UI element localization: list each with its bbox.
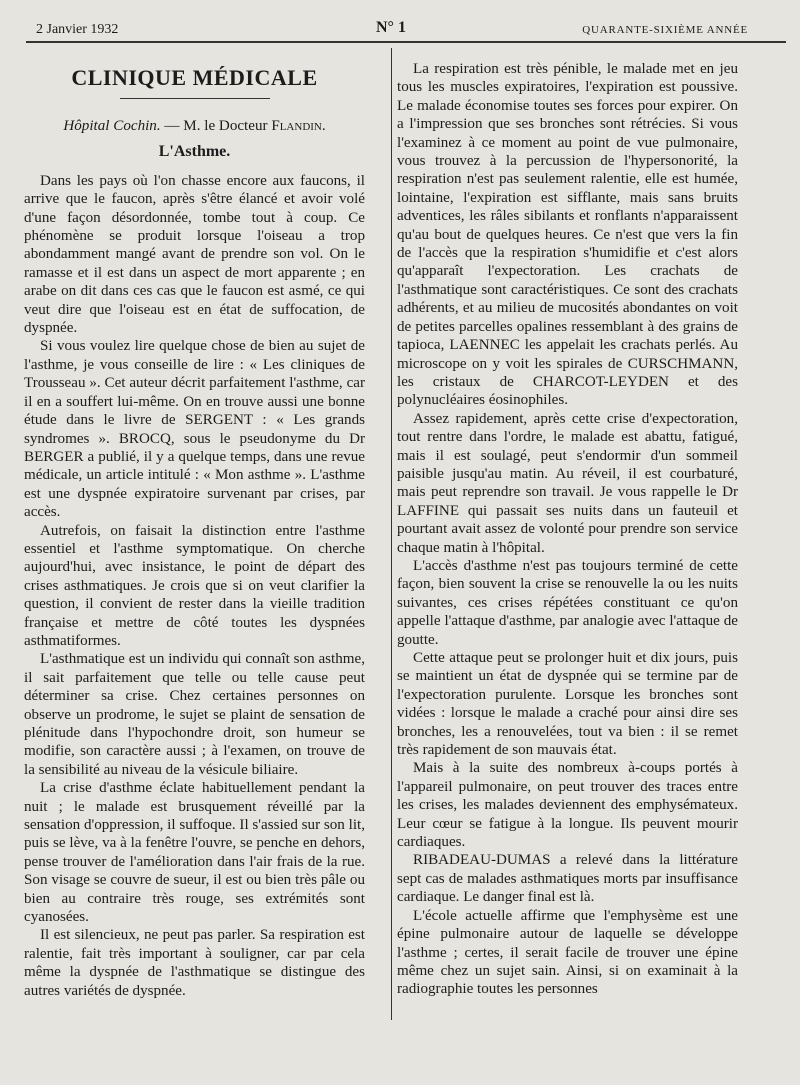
paragraph: Mais à la suite des nombreux à-coups portés à l'appareil pulmonaire, on peut trouver des traces entre les crises, les malades deviennent des emphysémateux. Leur cœur se fatigue à la longue. Ils peuvent mourir cardiaques. [397, 760, 738, 851]
paragraph: La respiration est très pénible, le malade met en jeu tous les muscles expiratoires, l'expiration est poussive. Le malade économise toutes ses forces pour expirer. On a l'impression que ses bronches sont rétrécies. Si vous l'examinez à ce moment au point de vue pulmonaire, vous trouvez à la percussion de l'hypersonorité, la respiration n'est pas seulement ralentie, elle est humée, lointaine, l'expiration est sifflante, mais sans bruits adventices, les râles sibilants et ronflants n'apparaissent qu'au bout de quelques heures. Ce n'est que vers la fin de l'accès que la respiration s'humidifie et c'est alors qu'apparaît l'expectoration. Les crachats de l'asthmatique sont caractéristiques. Ce sont des crachats adhérents, et au milieu de mucosités abondantes on voit de petites parcelles opalines ressemblant à des grains de tapioca, LAENNEC les appelait les crachats perlés. Au microscope on y voit les spirales de CURSCHMANN, les cristaux de CHARCOT-LEYDEN et des polynucléaires éosinophiles. [397, 61, 738, 409]
page-header [0, 14, 800, 44]
publication-year: QUARANTE-SIXIÈME ANNÉE [582, 24, 748, 36]
right-column [397, 60, 738, 999]
byline-text: — M. le Docteur [160, 118, 272, 134]
byline-hospital: Hôpital Cochin. [63, 118, 161, 134]
paragraph: Dans les pays où l'on chasse encore aux faucons, il arrive que le faucon, après s'être élancé et avoir volé d'une façon désordonnée, tombe tout à coup. Ce phénomène se produit lorsque l'oiseau a trop abondamment mangé avant de prendre son vol. On le ramasse et il est dans un aspect de mort apparente ; en arabe on dit dans ces cas que le faucon est asmé, ce qui veut dire que l'oiseau est en état de suffocation, de dyspnée. [24, 172, 365, 337]
issue-number: N° 1 [376, 19, 406, 36]
paragraph: RIBADEAU-DUMAS a relevé dans la littérature sept cas de malades asthmatiques morts par insuffisance cardiaque. Le danger final est là. [397, 852, 738, 906]
column-divider [391, 48, 392, 1020]
paragraph: La crise d'asthme éclate habituellement pendant la nuit ; le malade est brusquement réveillé par la sensation d'oppression, il suffoque. Il s'assied sur son lit, puis se lève, va à la fenêtre l'ouvre, se penche en dehors, pense trouver de l'amélioration dans l'air frais de la rue. Son visage se couvre de sueur, il est ou bien très pâle ou bien au contraire très rouge, ses extrémités sont cyanosées. [24, 780, 365, 926]
article-byline [24, 117, 365, 135]
paragraph: Assez rapidement, après cette crise d'expectoration, tout rentre dans l'ordre, le malade est abattu, fatigué, mais il est soulagé, peut s'endormir d'un sommeil paisible jusqu'au matin. Au réveil, il est courbaturé, mais peut reprendre son travail. Je vous rappelle le Dr LAFFINE qui passait ses nuits dans un fauteuil et pourtant avait assez de volonté pour prendre son service chaque matin à l'hôpital. [397, 410, 738, 556]
article-subtitle: L'Asthme. [158, 143, 231, 161]
issue-date: 2 Janvier 1932 [36, 22, 119, 37]
title-rule [120, 98, 270, 99]
paragraph: L'asthmatique est un individu qui connaît son asthme, il sait parfaitement que telle ou telle cause peut déterminer sa crise. Chez certaines personnes on observe un prodrome, le sujet se plaint de sensation de plénitude dans l'hypochondre droit, son humeur se modifie, son caractère aussi ; à l'examen, on trouve de la sensibilité au niveau de la vésicule biliaire. [24, 651, 365, 778]
paragraph: Autrefois, on faisait la distinction entre l'asthme essentiel et l'asthme symptomatique. On cherche aujourd'hui, avec insistance, le point de départ des crises asthmatiques. Je crois que si on veut clarifier la question, il convient de rester dans la vieille tradition française et mettre de côté toutes les dyspnées asthmatiformes. [24, 522, 365, 649]
header-rule [26, 41, 786, 43]
byline-doctor: Flandin. [271, 118, 326, 134]
paragraph: L'accès d'asthme n'est pas toujours terminé de cette façon, bien souvent la crise se renouvelle la ou les nuits suivantes, ces crises répétées constituant ce qu'on appelle l'attaque d'asthme, par analogie avec l'attaque de goutte. [397, 557, 738, 648]
paragraph: L'école actuelle affirme que l'emphysème est une épine pulmonaire autour de laquelle se développe l'asthme ; certes, il serait facile de trouver une épine même chez un sujet sain. Ainsi, si on examinait à la radiographie toutes les personnes [397, 907, 738, 998]
paragraph: Si vous voulez lire quelque chose de bien au sujet de l'asthme, je vous conseille de lire : « Les cliniques de Trousseau ». Cet auteur décrit parfaitement l'asthme, car il en a souffert lui-même. On en trouve aussi une bonne étude dans le livre de SERGENT : « Les grands syndromes ». BROCQ, sous le pseudonyme du Dr BERGER a publié, il y a quelque temps, dans une revue médicale, un article intitulé : « Mon asthme ». L'asthme est une dyspnée expiratoire survenant par crises, par accès. [24, 338, 365, 521]
left-column [24, 60, 365, 1000]
paragraph: Il est silencieux, ne peut pas parler. Sa respiration est ralentie, fait très important à souligner, car par cela même la dyspnée de l'asthmatique se distingue des autres variétés de dyspnée. [24, 927, 365, 999]
article-title: CLINIQUE MÉDICALE [71, 65, 318, 90]
paragraph: Cette attaque peut se prolonger huit et dix jours, puis se maintient un état de dyspnée qui se termine par de l'expectoration purulente. Lorsque les bronches sont vidées : lorsque le malade a craché pour ainsi dire ses bronches, les a renouvelées, tout va bien : il se remet très rapidement de son mauvais état. [397, 650, 738, 759]
